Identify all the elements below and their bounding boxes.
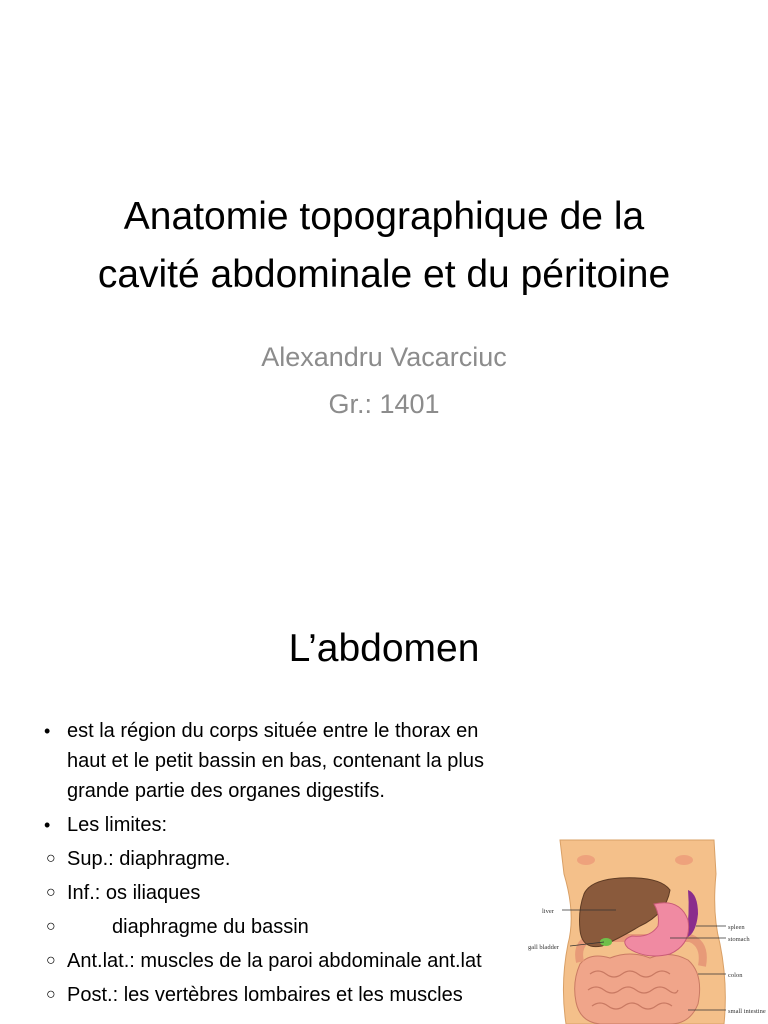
circle-marker: ○ <box>46 952 56 969</box>
list-item <box>36 844 516 874</box>
bullet-marker: • <box>44 815 51 835</box>
label-spleen: spleen <box>728 924 745 931</box>
list-item <box>36 878 516 908</box>
presentation-title <box>24 188 744 304</box>
group-number: Gr.: 1401 <box>328 389 440 419</box>
circle-marker: ○ <box>46 850 56 867</box>
bullet-text: Inf.: os iliaques <box>67 882 201 904</box>
circle-marker: ○ <box>46 918 56 935</box>
label-liver: liver <box>542 908 554 915</box>
bullet-text: Ant.lat.: muscles de la paroi abdominale ant.lat <box>67 950 482 972</box>
title-line-1: Anatomie topographique de la <box>123 195 645 238</box>
bullet-list <box>36 716 516 1014</box>
bullet-text: est la région du corps située entre le thorax en haut et le petit bassin en bas, contenant la plus grande partie des organes digestifs. <box>67 720 484 802</box>
nipple-left <box>577 855 595 865</box>
presentation-subtitle <box>24 334 744 428</box>
label-small-intestine: small intestine <box>728 1008 766 1015</box>
bullet-text: diaphragme du bassin <box>112 916 309 938</box>
bullet-text: Sup.: diaphragme. <box>67 848 231 870</box>
list-item <box>36 912 516 942</box>
slide-title: L’abdomen <box>288 627 480 670</box>
label-gall-bladder: gall bladder <box>528 944 559 951</box>
circle-marker: ○ <box>46 884 56 901</box>
abdomen-anatomy-illustration <box>520 834 766 1024</box>
bullet-marker: • <box>44 721 51 741</box>
title-line-2: cavité abdominale et du péritoine <box>97 253 671 296</box>
label-colon: colon <box>728 972 743 979</box>
list-item <box>36 980 516 1010</box>
list-item <box>36 716 516 806</box>
list-item <box>36 946 516 976</box>
nipple-right <box>675 855 693 865</box>
list-item <box>36 810 516 840</box>
circle-marker: ○ <box>46 986 56 1003</box>
label-stomach: stomach <box>728 936 750 943</box>
small-intestine-shape <box>575 954 700 1024</box>
bullet-text: Post.: les vertèbres lombaires et les muscles <box>67 984 463 1006</box>
author-name: Alexandru Vacarciuc <box>261 342 507 372</box>
content-slide <box>0 576 768 1024</box>
bullet-text: Les limites: <box>67 814 168 836</box>
